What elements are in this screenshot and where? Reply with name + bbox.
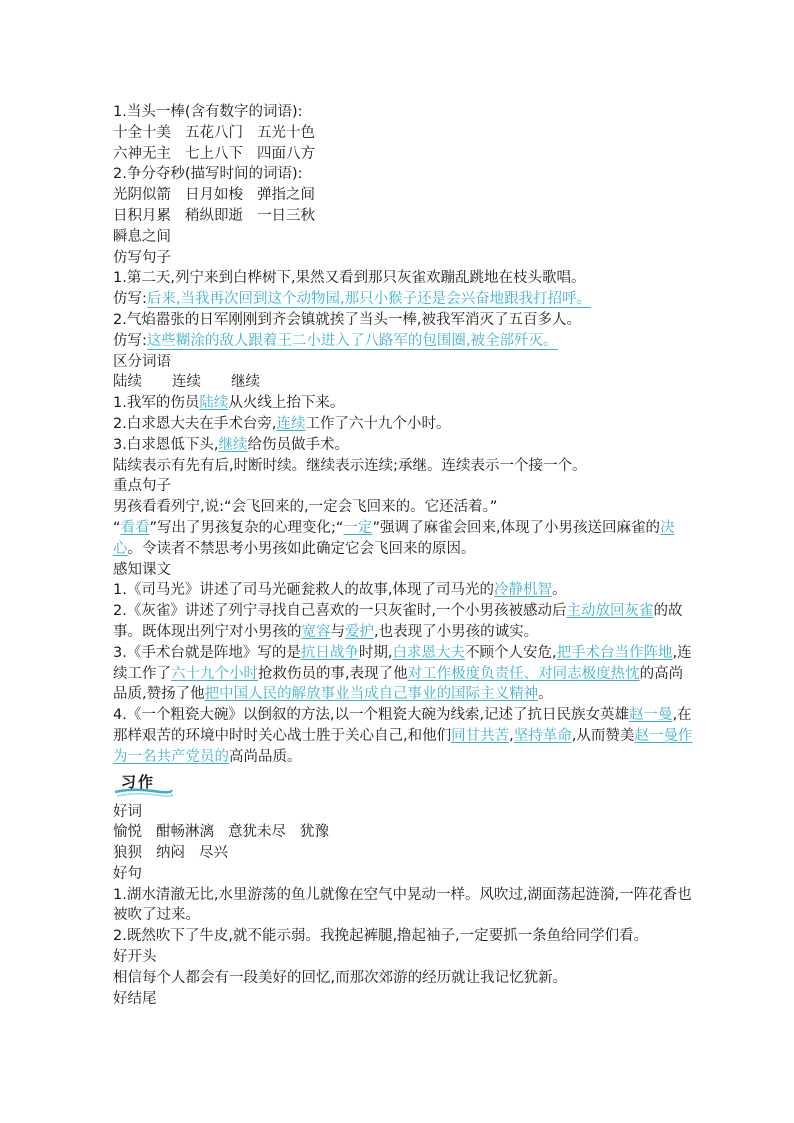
word: 日月如梭 <box>185 187 243 204</box>
paragraph: 1.湖水清澈无比,水里游荡的鱼儿就像在空气中晃动一样。风吹过,湖面荡起涟漪,一阵花香也被吹了过来。 <box>113 886 692 924</box>
text: ,从而赞美 <box>571 727 635 744</box>
word: 继续 <box>231 374 260 391</box>
word: 光阴似箭 <box>113 187 171 204</box>
section-title: 好句 <box>113 865 142 882</box>
word-row <box>113 144 693 165</box>
text-line: 1.第二天,列宁来到白桦树下,果然又看到那只灰雀欢蹦乱跳地在枝头歌唱。 <box>113 270 586 287</box>
answer: 对工作极度负责任、对同志极度热忱 <box>407 665 640 682</box>
text: 不顾个人安危, <box>464 644 557 661</box>
word-row <box>113 206 693 227</box>
label: 仿写: <box>113 332 147 349</box>
text: 1.《司马光》讲述了司马光砸瓮救人的故事,体现了司马光的 <box>113 582 494 599</box>
answer: 同甘共苦 <box>451 727 510 744</box>
text: 3.《手术台就是阵地》写的是 <box>113 644 301 661</box>
text-line <box>113 414 693 435</box>
text: ,在那样艰苦的环境中时时关心战士胜于关心自己,和他们 <box>113 707 692 744</box>
label: 仿写: <box>113 291 147 308</box>
paragraph: 相信每个人都会有一段美好的回忆,而那次郊游的经历就让我记忆犹新。 <box>113 969 568 986</box>
word-row <box>113 123 693 144</box>
section-title: 区分词语 <box>113 353 171 370</box>
answer: 后来,当我再次回到这个动物园,那只小猴子还是会兴奋地跟我打招呼。 <box>146 291 592 308</box>
word: 犹豫 <box>300 824 329 841</box>
answer: 主动放回灰雀 <box>566 603 654 620</box>
answer: 把手术台当作阵地 <box>556 644 673 661</box>
text: “ <box>113 519 121 536</box>
answer: 冷静机智 <box>493 582 552 599</box>
section-title: 重点句子 <box>113 478 171 495</box>
paragraph: 2.既然吹下了牛皮,就不能示弱。我挽起裤腿,撸起袖子,一定要抓一条鱼给同学们看。 <box>113 928 649 945</box>
answer: 把中国人民的解放事业当成自己事业的国际主义精神 <box>204 686 539 703</box>
word: 纳闷 <box>156 845 185 862</box>
answer: 这些糊涂的敌人跟着王二小进入了八路军的包围圈,被全部歼灭。 <box>146 332 558 349</box>
text: 。 <box>551 582 567 599</box>
text: 1.我军的伤员 <box>113 395 200 412</box>
answer: 赵一曼作为一名共产党员的 <box>113 727 693 765</box>
answer: 决心 <box>113 519 675 557</box>
paragraph <box>113 580 693 601</box>
text: 与 <box>330 623 345 640</box>
word: 五光十色 <box>257 124 315 141</box>
word: 意犹未尽 <box>228 824 286 841</box>
word: 愉悦 <box>113 824 142 841</box>
text: 工作了六十九个小时。 <box>305 415 451 432</box>
word: 狼狈 <box>113 845 142 862</box>
word: 瞬息之间 <box>113 228 171 245</box>
text-line: 陆续表示有先有后,时断时续。继续表示连续;承继。连续表示一个接一个。 <box>113 457 587 474</box>
text: 抢救伤员的事,表现了他 <box>258 665 408 682</box>
word-row <box>113 822 693 843</box>
text: 2.白求恩大夫在手术台旁, <box>113 415 277 432</box>
text: 从火线上抬下来。 <box>228 395 345 412</box>
section-banner <box>113 772 693 800</box>
answer: 赵一曼 <box>629 707 673 724</box>
text: , <box>509 727 514 744</box>
section-title: 好词 <box>113 803 142 820</box>
answer: 抗日战争 <box>300 644 359 661</box>
text: 3.白求恩低下头, <box>113 436 219 453</box>
text-line: 1.当头一棒(含有数字的词语): <box>113 104 303 120</box>
text: 。 <box>538 686 553 703</box>
answer: 继续 <box>218 436 248 453</box>
banner-label: 习作 <box>121 772 156 791</box>
section-title: 感知课文 <box>113 561 171 578</box>
word: 稍纵即逝 <box>185 207 243 224</box>
text: 2.《灰雀》讲述了列宁寻找自己喜欢的一只灰雀时,一个小男孩被感动后 <box>113 603 567 620</box>
word: 尽兴 <box>199 845 228 862</box>
word: 七上八下 <box>185 145 243 162</box>
word: 弹指之间 <box>257 187 315 204</box>
paragraph <box>113 518 693 560</box>
word: 酣畅淋漓 <box>156 824 214 841</box>
word-row <box>113 185 693 206</box>
answer-line <box>113 289 693 310</box>
text: 。令读者不禁思考小男孩如此确定它会飞回来的原因。 <box>127 540 476 557</box>
text-line: 2.争分夺秒(描写时间的词语): <box>113 166 303 183</box>
text: 给伤员做手术。 <box>247 436 349 453</box>
text-line <box>113 393 693 414</box>
answer: 爱护 <box>345 623 374 640</box>
text: ,连续工作了 <box>113 644 692 682</box>
text: 4.《一个粗瓷大碗》以倒叙的方法,以一个粗瓷大碗为线索,记述了抗日民族女英雄 <box>113 707 630 724</box>
paragraph <box>113 601 693 643</box>
section-title: 好结尾 <box>113 990 157 1007</box>
text-line <box>113 435 693 456</box>
text-line: 2.气焰嚣张的日军刚刚到齐会镇就挨了当头一棒,被我军消灭了五百多人。 <box>113 311 581 328</box>
text-line: 男孩看看列宁,说:“会飞回来的,一定会飞回来的。它还活着。” <box>113 499 498 516</box>
text: 时期, <box>358 644 393 661</box>
word: 连续 <box>172 374 201 391</box>
answer: 宽容 <box>301 623 331 640</box>
text: 的高尚品质,赞扬了他 <box>113 665 684 703</box>
answer: 坚持革命 <box>513 727 572 744</box>
answer: 六十九个小时 <box>171 665 258 682</box>
word: 一日三秋 <box>257 207 315 224</box>
paragraph <box>113 705 693 767</box>
word: 六神无主 <box>113 145 171 162</box>
answer: 白求恩大夫 <box>392 644 465 661</box>
word: 十全十美 <box>113 124 171 141</box>
answer: 一定 <box>343 519 373 536</box>
section-title: 仿写句子 <box>113 249 171 266</box>
word: 五花八门 <box>185 124 243 141</box>
text: ”强调了麻雀会回来,体现了小男孩送回麻雀的 <box>372 519 661 536</box>
answer-line <box>113 331 693 352</box>
answer: 连续 <box>276 415 306 432</box>
text: 的故事。既体现出列宁对小男孩的 <box>113 603 683 640</box>
word: 陆续 <box>113 374 142 391</box>
text: ,也表现了小男孩的诚实。 <box>374 623 539 640</box>
answer: 看看 <box>120 519 150 536</box>
word: 四面八方 <box>257 145 315 162</box>
document-page <box>113 102 693 1009</box>
answer: 陆续 <box>199 395 229 412</box>
word: 日积月累 <box>113 207 171 224</box>
word-row <box>113 372 693 393</box>
text: 高尚品质。 <box>229 748 302 765</box>
section-title: 好开头 <box>113 949 157 966</box>
paragraph <box>113 643 693 705</box>
text: ”写出了男孩复杂的心理变化;“ <box>149 519 344 536</box>
word-row <box>113 843 693 864</box>
